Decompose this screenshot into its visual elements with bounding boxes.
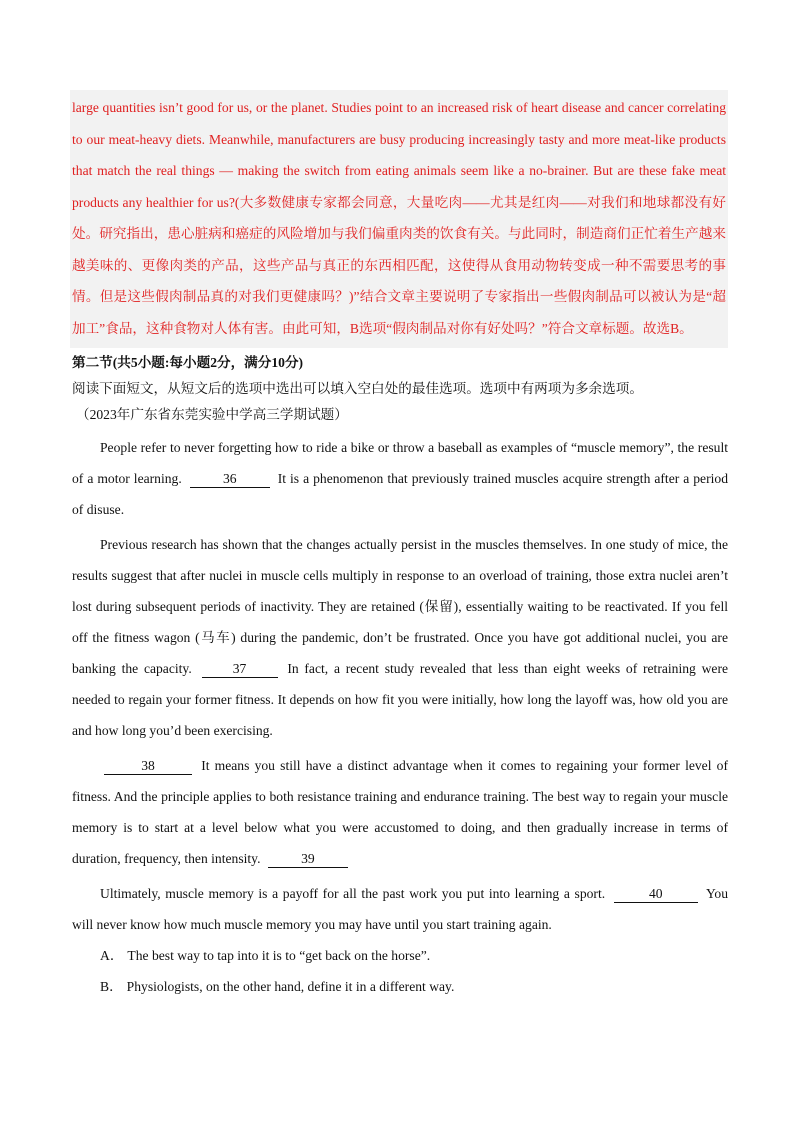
paragraph-text: People refer to never forgetting how to ride a bike or throw a baseball as examples of “muscle memory”, the result of a motor learning. [72,440,728,486]
option-letter: A． [100,948,124,963]
paragraph-text: Ultimately, muscle memory is a payoff for all the past work you put into learning a sport. [100,886,606,901]
option-text: Physiologists, on the other hand, define it in a different way. [126,979,455,994]
blank-38: 38 [104,758,192,775]
passage-paragraph-4 [72,878,728,940]
passage-paragraph-1 [72,432,728,525]
document-page [72,90,728,1002]
option-text: The best way to tap into it is to “get back on the horse”. [127,948,431,963]
section-instructions: 阅读下面短文，从短文后的选项中选出可以填入空白处的最佳选项。选项中有两项为多余选项。 [72,381,643,396]
option-a [100,940,728,971]
passage-paragraph-3 [72,750,728,874]
blank-37: 37 [202,661,278,678]
option-letter: B． [100,979,123,994]
answer-explanation [70,90,728,348]
paragraph-text: It means you still have a distinct advantage when it comes to regaining your former level of fitness. And the principle applies to both resistance training and endurance training. The best way to regain your muscle memory is to start at a level below what you were accustomed to doing, and then gradually increase in terms of duration, frequency, then intensity. [72,758,728,866]
blank-39: 39 [268,851,348,868]
passage-paragraph-2 [72,529,728,746]
answer-explanation-text: large quantities isn’t good for us, or the planet. Studies point to an increased risk of heart disease and cancer correlating to our meat-heavy diets. Meanwhile, manufacturers are busy producing increasingly tasty and more meat-like products that match the real things — making the switch from eating animals seem like a no-brainer. But are these fake meat products any healthier for us?(大多数健康专家都会同意，大量吃肉——尤其是红肉——对我们和地球都没有好处。研究指出，患心脏病和癌症的风险增加与我们偏重肉类的饮食有关。与此同时，制造商们正忙着生产越来越美味的、更像肉类的产品，这些产品与真正的东西相匹配，这使得从食用动物转变成一种不需要思考的事情。但是这些假肉制品真的对我们更健康吗？)”结合文章主要说明了专家指出一些假肉制品可以被认为是“超加工”食品，这种食物对人体有害。由此可知，B选项“假肉制品对你有好处吗？”符合文章标题。故选B。 [72,100,726,336]
blank-36: 36 [190,471,270,488]
blank-40: 40 [614,886,698,903]
section-title: 第二节(共5小题:每小题2分，满分10分) [72,355,304,370]
question-source: （2023年广东省东莞实验中学高三学期试题） [76,407,348,422]
option-b [100,971,728,1002]
paragraph-text: It is a phenomenon that previously trained muscles acquire strength after a period of disuse. [72,471,728,517]
paragraph-text: In fact, a recent study revealed that less than eight weeks of retraining were needed to regain your former fitness. It depends on how fit you were initially, how long the layoff was, how old you are and how long you’d been exercising. [72,661,729,738]
paragraph-text: You will never know how much muscle memory you may have until you start training again. [72,886,728,932]
paragraph-text: Previous research has shown that the changes actually persist in the muscles themselves. In one study of mice, the results suggest that after nuclei in muscle cells multiply in response to an overload of training, those extra nuclei aren’t lost during subsequent periods of inactivity. They are retained (保留), essentially waiting to be reactivated. If you fell off the fitness wagon (马车) during the pandemic, don’t be frustrated. Once you have got additional nuclei, you are banking the capacity. [72,537,728,676]
